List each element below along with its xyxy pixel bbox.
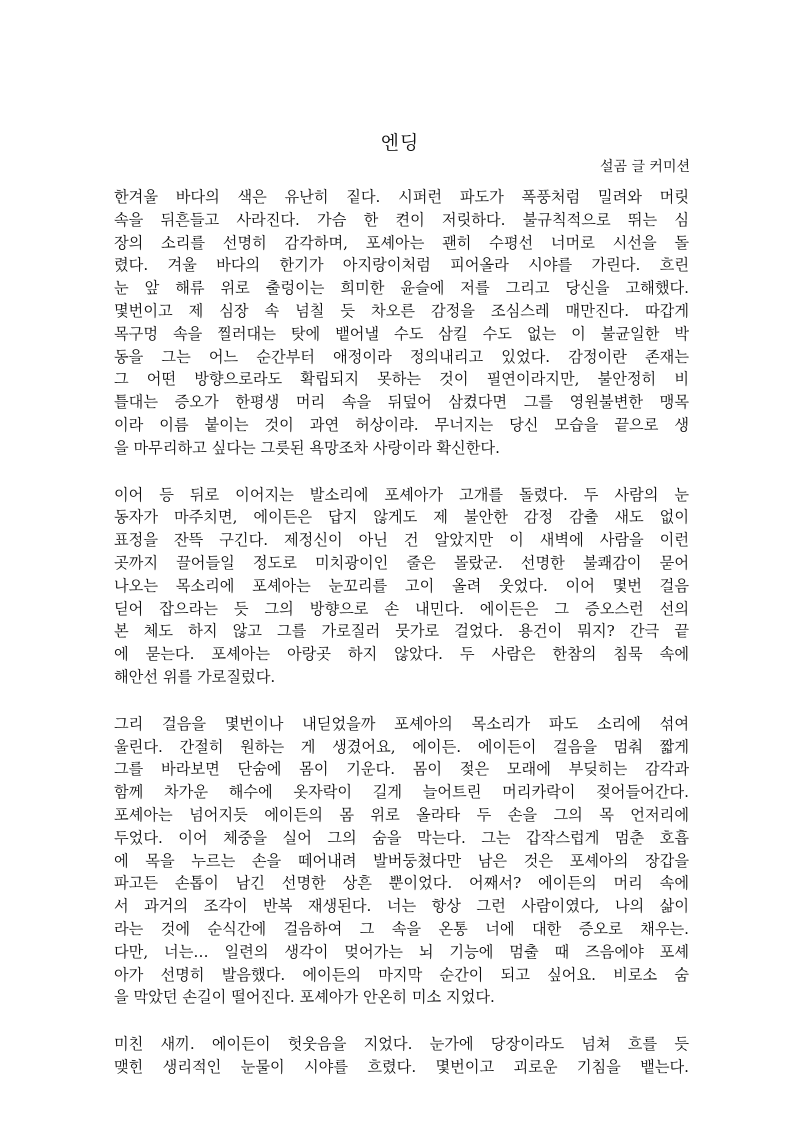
text-line: 한겨울 바다의 색은 유난히 짙다. 시퍼런 파도가 폭풍처럼 밀려와 머릿 <box>114 188 689 206</box>
text-line: 렸다. 겨울 바다의 한기가 아지랑이처럼 피어올라 시야를 가린다. 흐린 <box>114 256 689 275</box>
text-line: 표정을 잔뜩 구긴다. 제정신이 아닌 건 알았지만 이 새벽에 사람을 이런 <box>114 531 689 550</box>
text-line: 맺힌 생리적인 눈물이 시야를 흐렸다. 몇번이고 괴로운 기침을 뱉는다. <box>114 1057 689 1076</box>
text-line: 그리 걸음을 몇번이나 내딛었을까 포셰아의 목소리가 파도 소리에 섞여 <box>114 714 689 733</box>
text-line: 을 마무리하고 싶다는 그릇된 욕망조차 사랑이라 확신한다. <box>114 438 500 457</box>
paragraph-3 <box>114 713 689 1009</box>
text-line: 함께 차가운 해수에 옷자락이 길게 늘어트린 머리카락이 젖어들어간다. <box>114 783 689 802</box>
text-line: 그를 바라보면 단숨에 몸이 기운다. 몸이 젖은 모래에 부딪히는 감각과 <box>114 760 689 779</box>
text-line: 몇번이고 제 심장 속 넘칠 듯 차오른 감정을 조심스레 매만진다. 따갑게 <box>114 301 689 320</box>
text-line: 포셰아는 넘어지듯 에이든의 몸 위로 올라타 두 손을 그의 목 언저리에 <box>114 805 689 824</box>
text-line: 라는 것에 순식간에 걸음하여 그 속을 온통 너에 대한 증오로 채우는. <box>114 919 689 938</box>
text-line: 이어 등 뒤로 이어지는 발소리에 포셰아가 고개를 돌렸다. 두 사람의 눈 <box>114 485 689 504</box>
text-line: 아가 선명히 발음했다. 에이든의 마지막 순간이 되고 싶어요. 비로소 숨 <box>114 965 689 984</box>
paragraph-2 <box>114 484 689 689</box>
text-line: 나오는 목소리에 포셰아는 눈꼬리를 고이 올려 웃었다. 이어 몇번 걸음 <box>114 576 689 595</box>
text-line: 다만, 너는… 일련의 생각이 멎어가는 뇌 기능에 멈출 때 즈음에야 포셰 <box>114 942 689 961</box>
paragraph-4 <box>114 1033 689 1079</box>
text-line: 장의 소리를 선명히 감각하며, 포셰아는 괜히 수평선 너머로 시선을 돌 <box>114 233 689 252</box>
text-line: 그 어떤 방향으로라도 확립되지 못하는 것이 필연이라지만, 불안정히 비 <box>114 370 689 389</box>
text-line: 틀대는 증오가 한평생 머리 속을 뒤덮어 삼켰다면 그를 영원불변한 맹목 <box>114 393 689 412</box>
document-title: 엔딩 <box>380 132 420 154</box>
text-line: 서 과거의 조각이 반복 재생된다. 너는 항상 그런 사람이였다, 나의 삶이 <box>114 897 689 916</box>
text-line: 눈 앞 해류 위로 출렁이는 희미한 윤슬에 저를 그리고 당신을 고해했다. <box>114 279 689 298</box>
text-line: 딛어 잡으라는 듯 그의 방향으로 손 내민다. 에이든은 그 증오스런 선의 <box>114 599 689 618</box>
text-line: 해안선 위를 가로질렀다. <box>114 667 276 686</box>
text-line: 속을 뒤흔들고 사라진다. 가슴 한 켠이 저릿하다. 불규칙적으로 뛰는 심 <box>114 210 689 229</box>
text-line: 에 묻는다. 포셰아는 아랑곳 하지 않았다. 두 사람은 한참의 침묵 속에 <box>114 645 689 664</box>
text-line: 곳까지 끌어들일 정도로 미치광이인 줄은 몰랐군. 선명한 불쾌감이 묻어 <box>114 553 689 572</box>
text-line: 을 막았던 손길이 떨어진다. 포셰아가 안온히 미소 지었다. <box>114 988 495 1007</box>
text-line: 본 체도 하지 않고 그를 가로질러 뭇가로 걸었다. 용건이 뭐지? 간극 끝 <box>114 622 689 641</box>
document-body <box>114 186 689 1103</box>
paragraph-1 <box>114 186 689 460</box>
document-byline: 설곰 글 커미션 <box>599 159 690 175</box>
text-line: 에 목을 누르는 손을 떼어내려 발버둥쳤다만 남은 것은 포셰아의 장갑을 <box>114 851 689 870</box>
text-line: 동을 그는 어느 순간부터 애정이라 정의내리고 있었다. 감정이란 존재는 <box>114 347 689 366</box>
text-line: 울린다. 간절히 원하는 게 생겼어요, 에이든. 에이든이 걸음을 멈춰 짧게 <box>114 737 689 756</box>
text-line: 이라 이름 붙이는 것이 과연 허상이랴. 무너지는 당신 모습을 끝으로 생 <box>114 415 689 434</box>
text-line: 미친 새끼. 에이든이 헛웃음을 지었다. 눈가에 당장이라도 넘쳐 흐를 듯 <box>114 1035 689 1054</box>
text-line: 두었다. 이어 체중을 실어 그의 숨을 막는다. 그는 갑작스럽게 멈춘 호흡 <box>114 828 689 847</box>
text-line: 목구멍 속을 찔러대는 탓에 뱉어낼 수도 삼킬 수도 없는 이 불균일한 박 <box>114 324 689 343</box>
text-line: 동자가 마주치면, 에이든은 답지 않게도 제 불안한 감정 감출 새도 없이 <box>114 508 689 527</box>
text-line: 파고든 손톱이 남긴 선명한 상흔 뿐이었다. 어째서? 에이든의 머리 속에 <box>114 874 689 893</box>
